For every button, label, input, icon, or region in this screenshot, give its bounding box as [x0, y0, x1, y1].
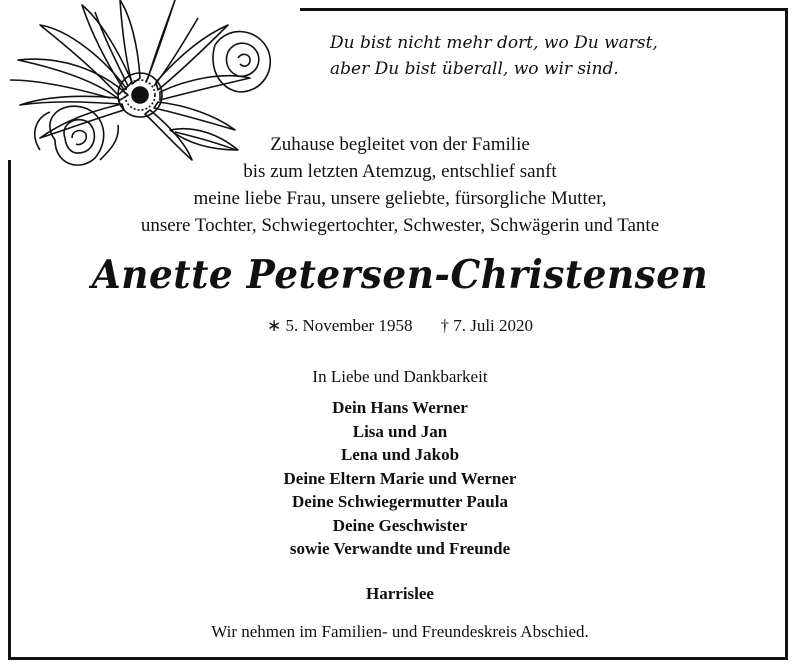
intro-line: bis zum letzten Atemzug, entschlief sanft [243, 161, 557, 182]
mourner-line: Lisa und Jan [352, 421, 448, 441]
mourner-line: Deine Schwiegermutter Paula [292, 492, 508, 511]
mourner-line: sowie Verwandte und Freunde [289, 539, 511, 558]
farewell-note: Wir nehmen im Familien- und Freundeskreis Abschied. [211, 622, 589, 641]
death-date: † 7. Juli 2020 [440, 316, 534, 335]
dedication-line: In Liebe und Dankbarkeit [312, 367, 488, 386]
epigraph-quote [330, 30, 750, 82]
place-name: Harrislee [366, 584, 434, 603]
intro-text [0, 131, 800, 239]
deceased-name: Anette Petersen-Christensen [91, 252, 709, 298]
mourner-line: Dein Hans Werner [332, 398, 468, 417]
mourner-line: Lena und Jakob [340, 445, 460, 464]
quote-line: Du bist nicht mehr dort, wo Du warst, [330, 33, 658, 53]
quote-line: aber Du bist überall, wo wir sind. [330, 59, 619, 79]
mourner-line: Deine Geschwister [332, 515, 468, 535]
intro-line: unsere Tochter, Schwiegertochter, Schwester, Schwägerin und Tante [140, 215, 660, 236]
intro-line: Zuhause begleitet von der Familie [270, 134, 530, 155]
life-dates [0, 314, 800, 338]
mourner-line: Deine Eltern Marie und Werner [283, 468, 517, 488]
mourners-list [0, 396, 800, 561]
intro-line: meine liebe Frau, unsere geliebte, fürsorgliche Mutter, [193, 188, 607, 209]
birth-date: ∗ 5. November 1958 [266, 316, 413, 335]
